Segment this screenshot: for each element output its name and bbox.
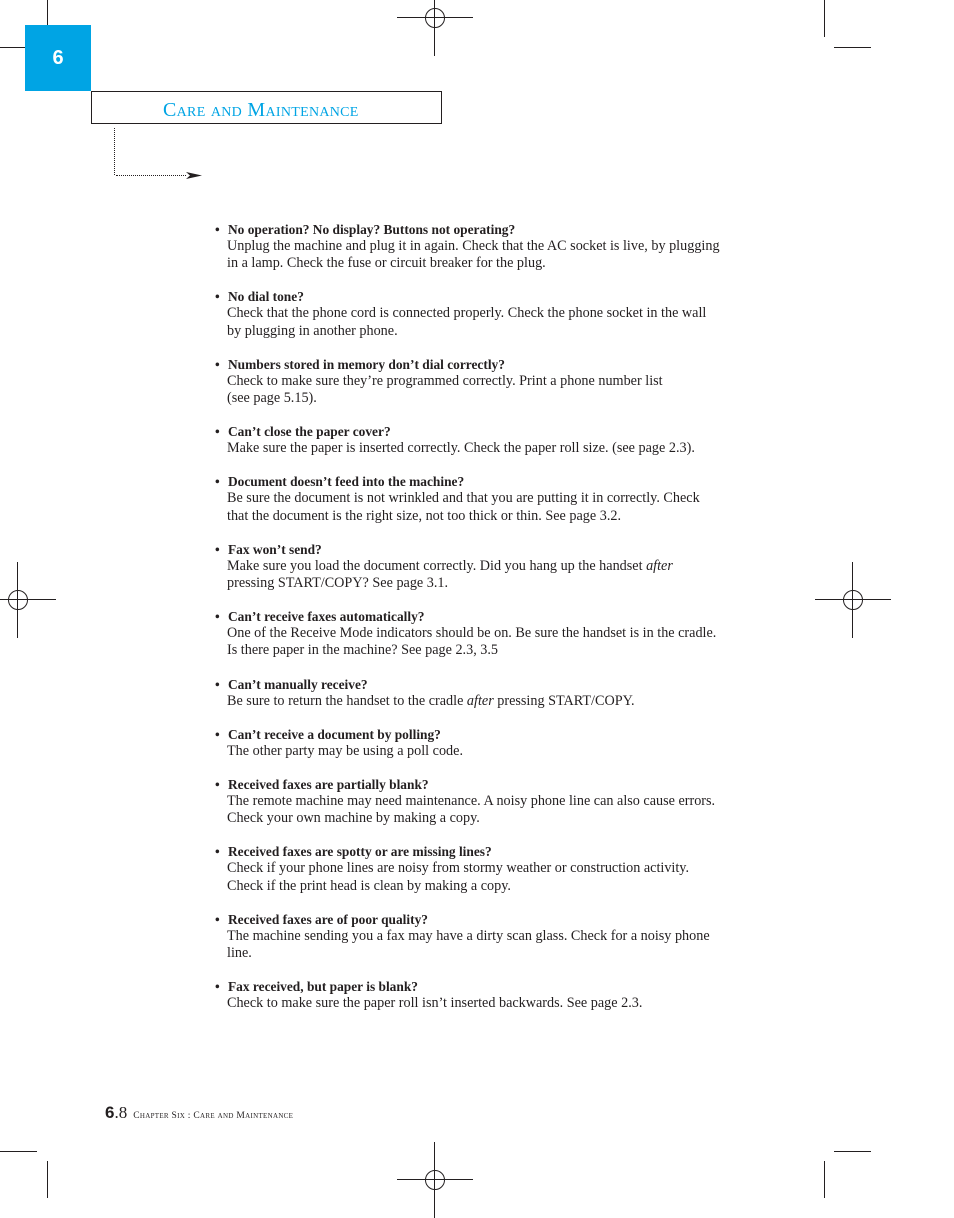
bullet-icon: • xyxy=(215,609,220,625)
answer-segment: The other party may be using a poll code. xyxy=(227,742,463,759)
answer-line xyxy=(227,323,785,340)
question-text: Numbers stored in memory don’t dial correctly? xyxy=(228,356,505,372)
question-heading xyxy=(215,726,785,743)
list-item xyxy=(215,776,785,827)
list-item xyxy=(215,978,785,1012)
answer-segment: Check if your phone lines are noisy from stormy weather or construction activity. xyxy=(227,860,690,877)
question-text: Fax received, but paper is blank? xyxy=(228,979,418,995)
list-item xyxy=(215,356,785,407)
answer-line xyxy=(227,743,785,760)
answer-line xyxy=(227,558,785,575)
question-heading xyxy=(215,356,785,373)
question-heading xyxy=(215,843,785,860)
question-heading xyxy=(215,288,785,305)
answer-line xyxy=(227,373,785,390)
question-text: Received faxes are partially blank? xyxy=(228,777,429,793)
chapter-number-tab: 6 xyxy=(25,25,91,91)
registration-mark xyxy=(815,562,891,638)
registration-mark xyxy=(397,0,473,56)
list-item xyxy=(215,221,785,272)
answer-line xyxy=(227,238,785,255)
answer-text xyxy=(215,928,785,962)
answer-segment: Check if the print head is clean by making a copy. xyxy=(227,877,511,894)
emphasis-text: after xyxy=(466,692,494,709)
bullet-icon: • xyxy=(215,541,220,557)
question-text: Can’t close the paper cover? xyxy=(228,424,391,440)
answer-line xyxy=(227,642,785,659)
answer-segment: Is there paper in the machine? See page 2.3, 3.5 xyxy=(227,642,499,659)
question-heading xyxy=(215,776,785,793)
answer-text xyxy=(215,558,785,592)
answer-segment: that the document is the right size, not too thick or thin. See page 3.2. xyxy=(227,507,622,524)
question-heading xyxy=(215,676,785,693)
section-title-box xyxy=(91,91,442,124)
answer-text xyxy=(215,860,785,894)
question-text: No dial tone? xyxy=(228,289,304,305)
question-heading xyxy=(215,978,785,995)
bullet-icon: • xyxy=(215,424,220,440)
question-heading xyxy=(215,221,785,238)
answer-segment: (see page 5.15). xyxy=(227,390,317,407)
answer-segment: Make sure the paper is inserted correctly. Check the paper roll size. (see page 2.3). xyxy=(227,440,695,457)
question-text: Can’t receive faxes automatically? xyxy=(228,609,425,625)
bullet-icon: • xyxy=(215,676,220,692)
answer-segment: pressing START/COPY? See page 3.1. xyxy=(227,575,449,592)
answer-line xyxy=(227,490,785,507)
answer-segment: The machine sending you a fax may have a dirty scan glass. Check for a noisy phone xyxy=(227,927,710,944)
registration-mark xyxy=(0,562,56,638)
question-text: Document doesn’t feed into the machine? xyxy=(228,474,465,490)
answer-segment: Unplug the machine and plug it in again. Check that the AC socket is live, by plugging xyxy=(227,238,720,254)
answer-line xyxy=(227,625,785,642)
list-item xyxy=(215,843,785,894)
answer-segment: The remote machine may need maintenance. A noisy phone line can also cause errors. xyxy=(227,793,716,810)
bullet-icon: • xyxy=(215,726,220,742)
dotted-connector xyxy=(116,175,186,176)
bullet-icon: • xyxy=(215,356,220,372)
answer-text xyxy=(215,743,785,760)
list-item xyxy=(215,473,785,524)
registration-mark xyxy=(397,1142,473,1218)
answer-line xyxy=(227,995,785,1012)
answer-line xyxy=(227,810,785,827)
crop-mark xyxy=(834,1151,871,1152)
answer-line xyxy=(227,390,785,407)
crop-mark xyxy=(824,1161,825,1198)
question-text: Fax won’t send? xyxy=(228,541,322,557)
footer-chapter-number: 6 xyxy=(105,1103,115,1122)
crop-mark xyxy=(834,47,871,48)
emphasis-text: after xyxy=(646,557,673,574)
list-item xyxy=(215,608,785,659)
question-text: No operation? No display? Buttons not operating? xyxy=(228,222,516,237)
question-heading xyxy=(215,608,785,625)
list-item xyxy=(215,726,785,760)
answer-line xyxy=(227,575,785,592)
answer-line xyxy=(227,945,785,962)
crop-mark xyxy=(47,1161,48,1198)
list-item xyxy=(215,911,785,962)
answer-segment: line. xyxy=(227,945,252,962)
question-heading xyxy=(215,473,785,490)
bullet-icon: • xyxy=(215,844,220,860)
answer-segment: in a lamp. Check the fuse or circuit breaker for the plug. xyxy=(227,255,546,272)
answer-line xyxy=(227,878,785,895)
answer-text xyxy=(215,305,785,339)
answer-line xyxy=(227,928,785,945)
answer-segment: Check that the phone cord is connected properly. Check the phone socket in the wall xyxy=(227,305,707,322)
answer-segment: Check to make sure they’re programmed correctly. Print a phone number list xyxy=(227,372,663,389)
answer-text xyxy=(215,793,785,827)
question-text: Received faxes are of poor quality? xyxy=(228,911,428,927)
bullet-icon: • xyxy=(215,979,220,995)
question-text: Can’t receive a document by polling? xyxy=(228,726,441,742)
crop-mark xyxy=(824,0,825,37)
footer-page-number: .8 xyxy=(114,1103,128,1122)
bullet-icon: • xyxy=(215,474,220,490)
answer-line xyxy=(227,793,785,810)
bullet-icon: • xyxy=(215,777,220,793)
answer-segment: Be sure the document is not wrinkled and that you are putting it in correctly. Check xyxy=(227,490,700,507)
list-item xyxy=(215,288,785,339)
troubleshooting-list xyxy=(215,221,785,1028)
answer-segment: Be sure to return the handset to the cradle xyxy=(227,692,467,709)
answer-text xyxy=(215,440,785,457)
answer-text xyxy=(215,490,785,524)
answer-text xyxy=(215,995,785,1012)
crop-mark xyxy=(0,1151,37,1152)
answer-line xyxy=(227,860,785,877)
section-title: Care and Maintenance xyxy=(163,99,359,121)
page-footer xyxy=(105,1103,293,1123)
answer-segment: Make sure you load the document correctly. Did you hang up the handset xyxy=(227,557,647,574)
answer-text xyxy=(215,625,785,659)
answer-line xyxy=(227,305,785,322)
answer-segment: One of the Receive Mode indicators should be on. Be sure the handset is in the cradle. xyxy=(227,625,717,642)
answer-line xyxy=(227,440,785,457)
bullet-icon: • xyxy=(215,289,220,305)
answer-segment: pressing START/COPY. xyxy=(493,692,635,709)
answer-text xyxy=(215,238,785,272)
answer-line xyxy=(227,255,785,272)
answer-line xyxy=(227,693,785,710)
answer-segment: by plugging in another phone. xyxy=(227,322,398,339)
list-item xyxy=(215,423,785,457)
list-item xyxy=(215,676,785,710)
list-item xyxy=(215,541,785,592)
bullet-icon: • xyxy=(215,911,220,927)
answer-text xyxy=(215,693,785,710)
answer-line xyxy=(227,508,785,525)
bullet-icon: • xyxy=(215,222,220,237)
answer-text xyxy=(215,373,785,407)
question-text: Received faxes are spotty or are missing lines? xyxy=(228,844,492,860)
footer-chapter-label: Chapter Six : Care and Maintenance xyxy=(133,1111,294,1121)
dotted-connector xyxy=(114,128,115,175)
question-heading xyxy=(215,423,785,440)
question-heading xyxy=(215,541,785,558)
arrow-right-icon xyxy=(186,170,202,181)
answer-segment: Check your own machine by making a copy. xyxy=(227,810,480,827)
answer-segment: Check to make sure the paper roll isn’t inserted backwards. See page 2.3. xyxy=(227,995,643,1012)
question-heading xyxy=(215,911,785,928)
question-text: Can’t manually receive? xyxy=(228,676,368,692)
